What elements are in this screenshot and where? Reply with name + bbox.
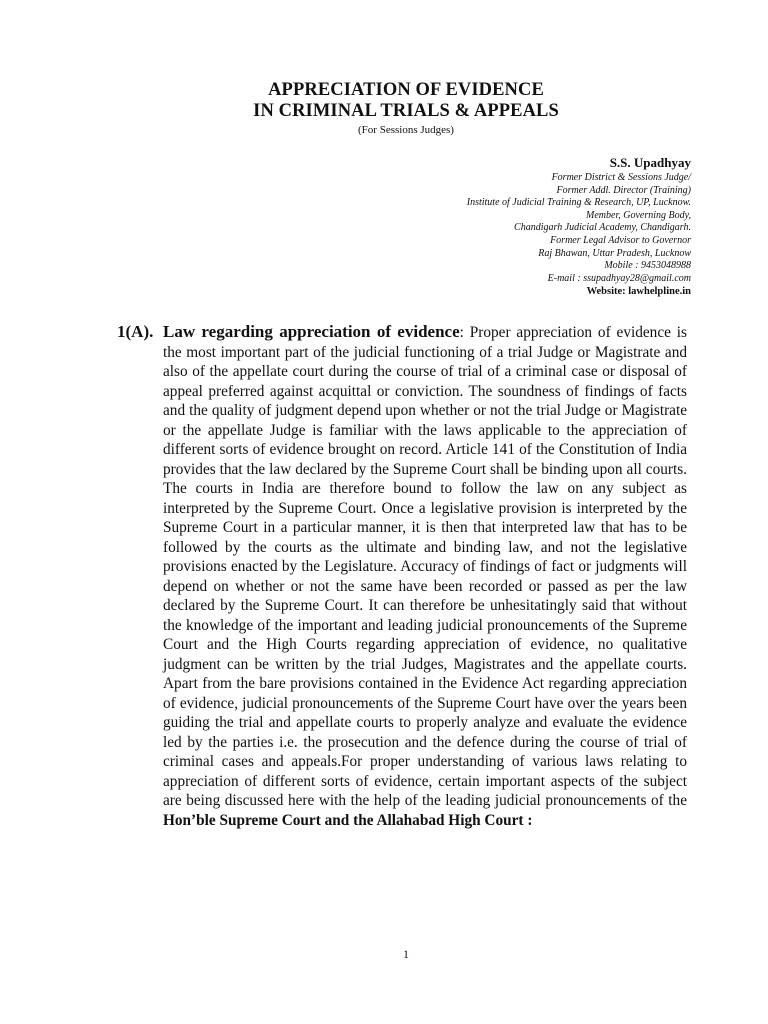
document-title-line-1: APPRECIATION OF EVIDENCE [268, 80, 544, 100]
author-affiliation-line: Institute of Judicial Training & Research, UP, Lucknow. [466, 197, 691, 209]
author-affiliation-line: Former Addl. Director (Training) [556, 184, 691, 196]
section-body-text: : Proper appreciation of evidence is the most important part of the judicial functioning of a trial Judge or Magistrate and also of the appellate court during the course of trial of a criminal case or disposal of appeal preferred against acquittal or conviction. The soundness of findings of facts and the quality of judgment depend upon whether or not the trial Judge or Magistrate or the appellate Judge is familiar with the laws applicable to the appreciation of different sorts of evidence brought on record. Article 141 of the Constitution of India provides that the law declared by the Supreme Court shall be binding upon all courts. The courts in India are therefore bound to follow the law on any subject as interpreted by the Supreme Court. Once a legislative provision is interpreted by the Supreme Court in a particular manner, it is then that interpreted law that has to be followed by the courts as the ultimate and binding law, and not the legislative provisions enacted by the Legislature. Accuracy of findings of fact or judgments will depend on whether or not the same have been recorded or passed as per the law declared by the Supreme Court. It can therefore be unhesitatingly said that without the knowledge of the important and leading judicial pronouncements of the Supreme Court and the High Courts regarding appreciation of evidence, no qualitative judgment can be written by the trial Judges, Magistrates and the appellate courts. Apart from the bare provisions contained in the Evidence Act regarding appreciation of evidence, judicial pronouncements of the Supreme Court have over the years been guiding the trial and appellate courts to properly analyze and evaluate the evidence led by the parties i.e. the prosecution and the defence during the course of trial of criminal cases and appeals.For proper understanding of various laws relating to appreciation of different sorts of evidence, certain important aspects of the subject are being discussed here with the help of the leading judicial pronouncements of the [163, 324, 687, 809]
document-title-line-2: IN CRIMINAL TRIALS & APPEALS [253, 101, 559, 121]
author-name: S.S. Upadhyay [609, 155, 691, 170]
author-affiliation-line: Raj Bhawan, Uttar Pradesh, Lucknow [538, 247, 691, 259]
author-mobile: Mobile : 9453048988 [604, 260, 691, 272]
document-subtitle: (For Sessions Judges) [358, 124, 454, 136]
author-block [467, 155, 691, 299]
page-number: 1 [403, 947, 409, 961]
author-affiliation-line: Member, Governing Body, [586, 209, 691, 221]
section-closing-text: Hon’ble Supreme Court and the Allahabad High Court : [163, 811, 533, 829]
section-number: 1(A). [117, 322, 154, 341]
section-heading: Law regarding appreciation of evidence [163, 322, 460, 341]
author-website: Website: lawhelpline.in [586, 286, 691, 298]
author-affiliation-line: Chandigarh Judicial Academy, Chandigarh. [514, 222, 691, 234]
section-paragraph [163, 322, 687, 830]
author-affiliation-line: Former Legal Advisor to Governor [550, 234, 691, 246]
author-email: E-mail : ssupadhyay28@gmail.com [547, 272, 691, 284]
author-affiliation-line: Former District & Sessions Judge/ [551, 172, 691, 183]
